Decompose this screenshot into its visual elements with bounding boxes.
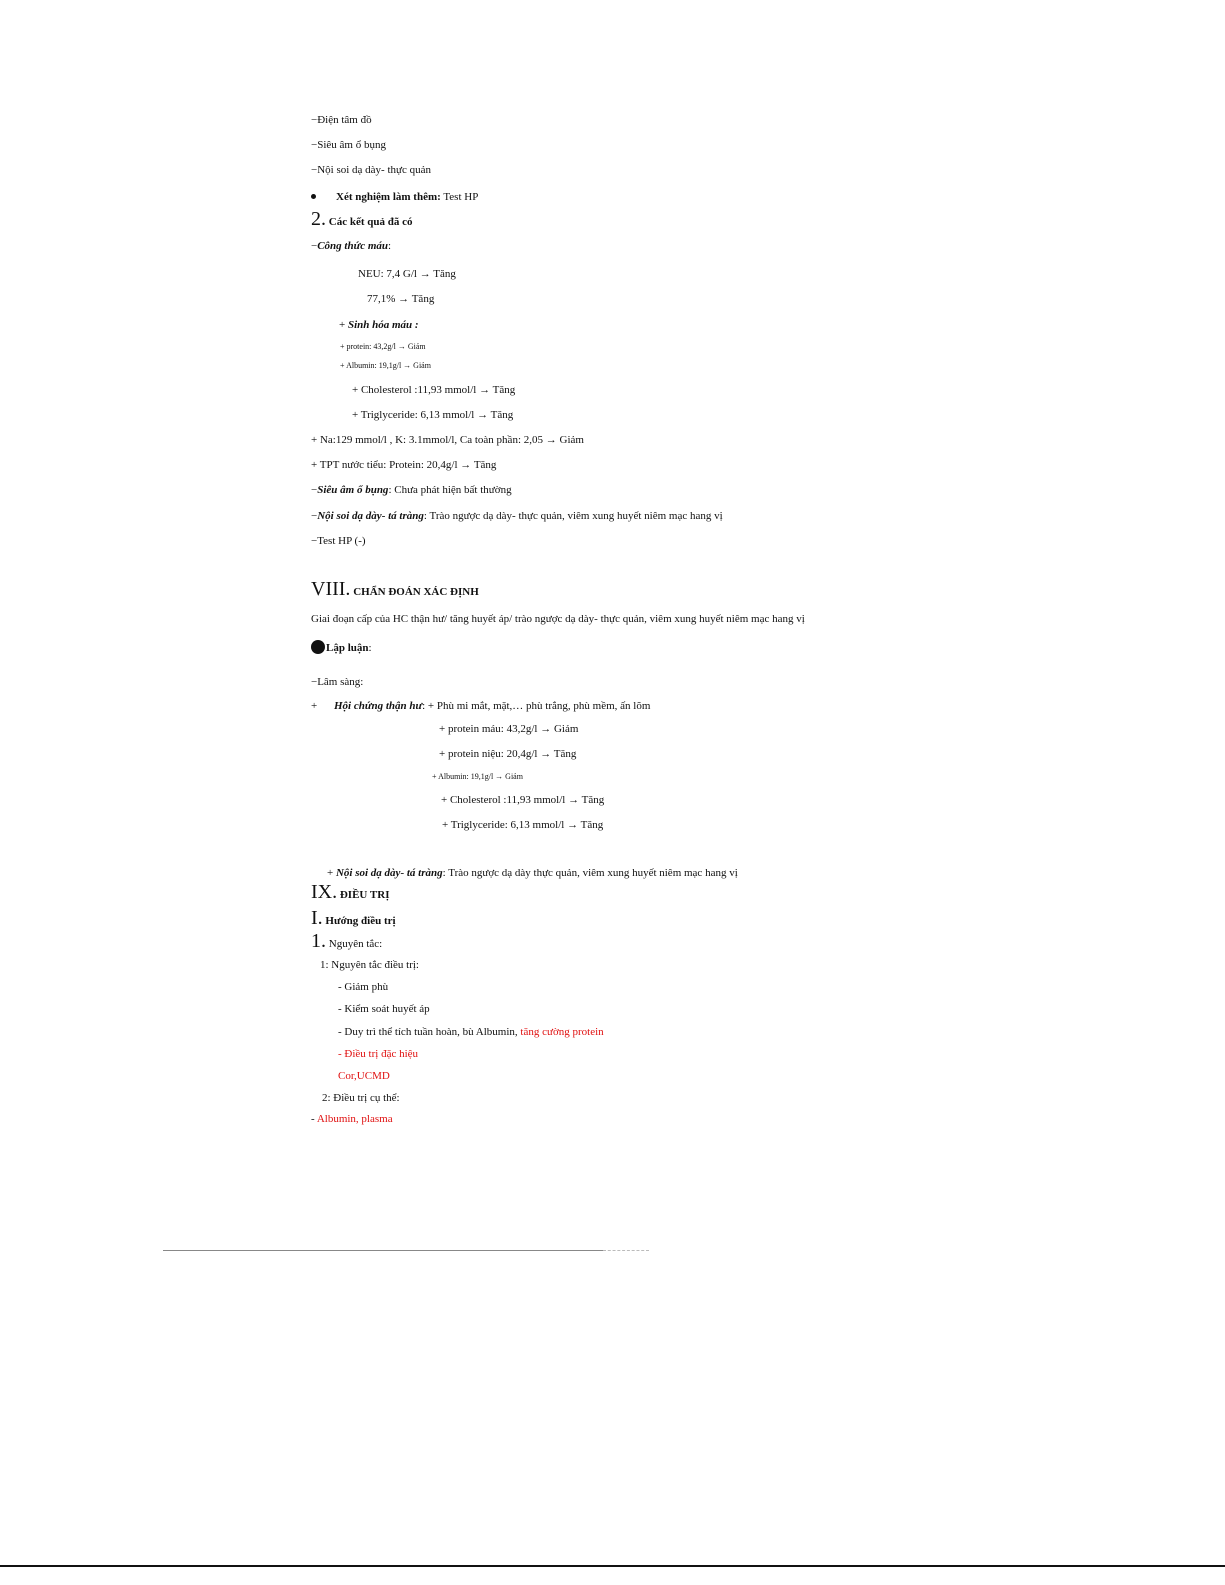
duy-tri-text: - Duy trì thể tích tuần hoàn, bù Albumin, (338, 1026, 521, 1038)
heading-title: ĐIỀU TRỊ (337, 889, 390, 901)
tang-cuong-protein-text: tăng cường protein (520, 1026, 604, 1038)
heading-1-nguyen-tac (311, 930, 382, 956)
line-kiem-soat-huyet-ap: - Kiểm soát huyết áp (338, 1003, 430, 1015)
heading-title: Nguyên tắc: (326, 938, 383, 950)
hoi-chung-plus: + (311, 700, 318, 712)
line-chan-doan: Giai đoạn cấp của HC thận hư/ tăng huyết áp/ trào ngược dạ dày- thực quản, viêm xung huyết niêm mạc hang vị (311, 613, 805, 625)
line-protein-small: + protein: 43,2g/l → Giảm (340, 342, 426, 351)
line-noi-soi: −Nội soi dạ dày- thực quản (311, 164, 432, 176)
line-dien-tam-do: −Điện tâm đồ (311, 114, 372, 126)
line-albumin-plasma (311, 1112, 393, 1126)
heading-number: 1. (311, 930, 326, 952)
line-xet-nghiem-them (311, 190, 478, 204)
line-neu-percent: 77,1% → Tăng (367, 293, 435, 305)
heading-number: I. (311, 907, 323, 929)
footer-separator (163, 1250, 603, 1251)
lap-luan-colon: : (368, 642, 372, 654)
sinh-hoa-label: Sinh hóa máu : (347, 319, 419, 331)
line-noi-soi-ket-qua: −Nội soi dạ dày- tá tràng: Trào ngược dạ dày- thực quản, viêm xung huyết niêm mạc hang vị (311, 510, 723, 522)
lap-luan-label: Lập luận (326, 642, 369, 654)
sieu-am-value: : Chưa phát hiện bất thường (388, 484, 512, 496)
line-lam-sang: −Lâm sàng: (311, 676, 364, 688)
noi-soi-value: : Trào ngược dạ dày- thực quản, viêm xung huyết niêm mạc hang vị (423, 510, 723, 522)
footer-separator-dashed (603, 1250, 649, 1252)
cong-thuc-mau-label: Công thức máu (317, 240, 388, 252)
heading-number: VIII. (311, 578, 351, 600)
line-sinh-hoa-mau (339, 318, 419, 332)
line-cholesterol-2: + Cholesterol :11,93 mmol/l → Tăng (441, 794, 605, 806)
line-giam-phu: - Giảm phù (338, 981, 389, 993)
line-hoi-chung-than-hu (311, 699, 650, 713)
line-albumin-small: + Albumin: 19,1g/l → Giảm (340, 361, 431, 370)
heading-title: CHẨN ĐOÁN XÁC ĐỊNH (350, 586, 479, 598)
hoi-chung-value: : + Phù mi mắt, mặt,… phù trắng, phù mềm, ấn lõm (422, 700, 651, 712)
xet-nghiem-label: Xét nghiệm làm thêm: (336, 191, 441, 203)
heading-title: Các kết quả đã có (326, 216, 413, 228)
line-triglyceride: + Triglyceride: 6,13 mmol/l → Tăng (352, 409, 514, 421)
sieu-am-label: Siêu âm ổ bụng (317, 484, 389, 496)
line-triglyceride-2: + Triglyceride: 6,13 mmol/l → Tăng (442, 819, 604, 831)
line-tpt-nuoc-tieu: + TPT nước tiểu: Protein: 20,4g/l → Tăng (311, 459, 497, 471)
line-dieu-tri-cu-the: 2: Điều trị cụ thể: (322, 1092, 400, 1104)
line-albumin-small-2: + Albumin: 19,1g/l → Giảm (432, 772, 523, 781)
cong-thuc-mau-colon: : (388, 240, 392, 252)
xet-nghiem-value: Test HP (440, 191, 479, 203)
noi-soi-label: Nội soi dạ dày- tá tràng (317, 510, 424, 522)
line-sieu-am: −Siêu âm ổ bụng (311, 139, 386, 151)
line-cholesterol: + Cholesterol :11,93 mmol/l → Tăng (352, 384, 516, 396)
heading-viii (311, 578, 479, 604)
line-cong-thuc-mau: −Công thức máu: (311, 240, 392, 252)
heading-2-ket-qua (311, 208, 412, 233)
albumin-dash: - (311, 1113, 317, 1125)
heading-ix (311, 881, 389, 907)
noi-soi-lap-luan-value: : Trào ngược dạ dày thực quản, viêm xung huyết niêm mạc hang vị (442, 867, 738, 879)
line-dien-giai: + Na:129 mmol/l , K: 3.1mmol/l, Ca toàn phần: 2,05 → Giảm (311, 434, 584, 446)
line-lap-luan (311, 640, 372, 655)
page-bottom-border (0, 1565, 1225, 1567)
filled-circle-icon (311, 640, 325, 654)
line-nguyen-tac-dieu-tri: 1: Nguyên tắc điều trị: (320, 959, 419, 971)
line-test-hp: −Test HP (-) (311, 535, 366, 547)
albumin-plasma-text: Albumin, plasma (316, 1113, 393, 1125)
line-cor-ucmd: Cor,UCMD (338, 1070, 390, 1082)
hoi-chung-label: Hội chứng thận hư (334, 700, 423, 712)
line-protein-nieu: + protein niệu: 20,4g/l → Tăng (439, 748, 577, 760)
line-noi-soi-lap-luan (327, 866, 738, 880)
heading-number: IX. (311, 881, 338, 903)
line-neu: NEU: 7,4 G/l → Tăng (358, 268, 456, 280)
line-dieu-tri-dac-hieu: - Điều trị đặc hiệu (338, 1048, 419, 1060)
sinh-hoa-plus: + (339, 319, 348, 331)
line-sieu-am-ket-qua: −Siêu âm ổ bụng: Chưa phát hiện bất thường (311, 484, 512, 496)
line-duy-tri-the-tich (338, 1025, 604, 1039)
line-protein-mau: + protein máu: 43,2g/l → Giảm (439, 723, 579, 735)
noi-soi-plus: + (327, 867, 336, 879)
bullet-icon (311, 194, 316, 199)
heading-number: 2. (311, 208, 326, 230)
heading-title: Hướng điều trị (322, 915, 396, 927)
noi-soi-lap-luan-label: Nội soi dạ dày- tá tràng (335, 867, 443, 879)
